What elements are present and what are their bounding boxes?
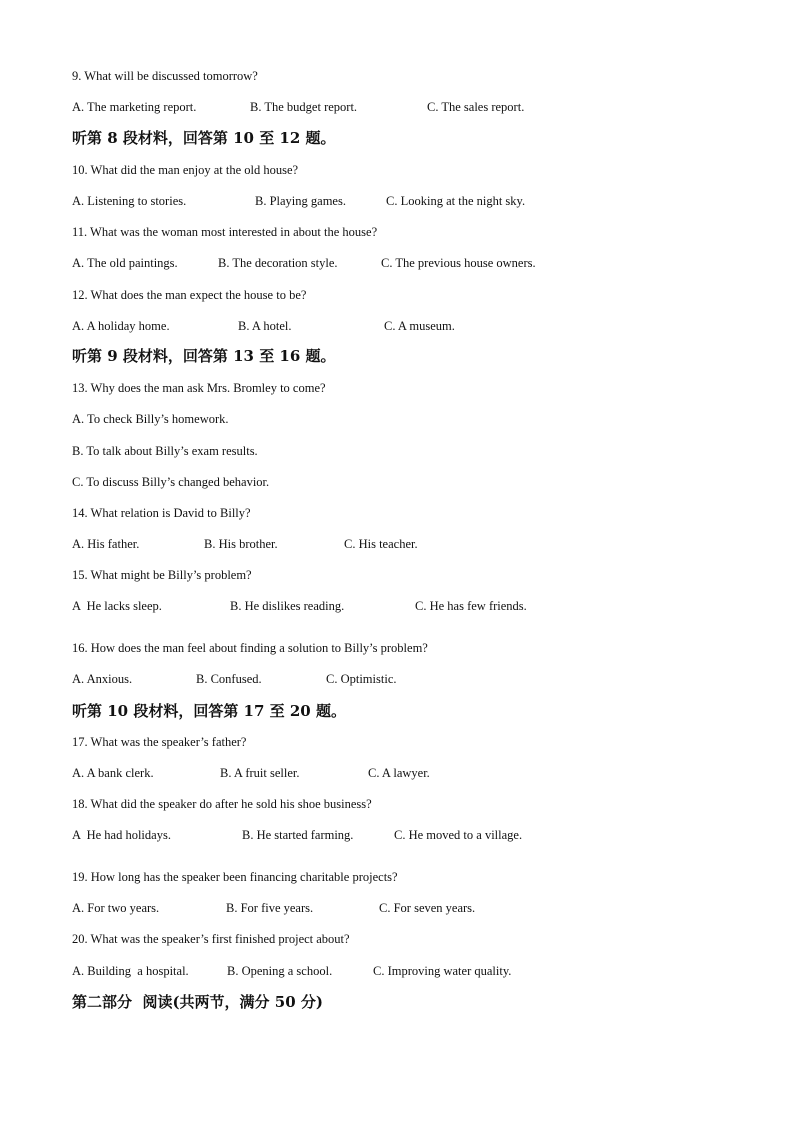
option-c: C. Improving water quality. [373,964,512,978]
option-b: B. Playing games. [255,194,346,208]
option-b: B. He dislikes reading. [230,599,345,613]
option-a: A. His father. [72,537,140,551]
option-a: A. The old paintings. [72,256,178,270]
question-10: 10. What did the man enjoy at the old house? [72,163,299,177]
option-c: C. Looking at the night sky. [386,194,526,208]
question-16: 16. How does the man feel about finding a solution to Billy’s problem? [72,641,428,655]
option-b: B. Opening a school. [227,964,333,978]
option-b: B. For five years. [226,901,314,915]
option-c: C. The previous house owners. [381,256,536,270]
option-a: A. Listening to stories. [72,194,187,208]
part-two-heading: 第二部分 阅读(共两节，满分 50 分) [72,993,323,1011]
option-a: A He lacks sleep. [72,599,162,613]
question-19: 19. How long has the speaker been financing charitable projects? [72,870,398,884]
option-a: A. A bank clerk. [72,766,154,780]
option-c: C. Optimistic. [326,672,397,686]
option-a: A. Building a hospital. [72,964,189,978]
section-heading-8: 听第 8 段材料，回答第 10 至 12 题。 [72,129,336,147]
option-c: C. The sales report. [427,100,525,114]
option-c: C. A lawyer. [368,766,430,780]
option-b: B. Confused. [196,672,262,686]
option-a: A. Anxious. [72,672,133,686]
question-9: 9. What will be discussed tomorrow? [72,69,258,83]
question-14: 14. What relation is David to Billy? [72,506,251,520]
section-heading-10: 听第 10 段材料，回答第 17 至 20 题。 [72,702,346,720]
option-b: B. The budget report. [250,100,358,114]
option-a: A. The marketing report. [72,100,197,114]
option-a: A. A holiday home. [72,319,170,333]
option-b: B. A hotel. [238,319,292,333]
question-17: 17. What was the speaker’s father? [72,735,247,749]
option-b: B. The decoration style. [218,256,338,270]
option-c: C. His teacher. [344,537,418,551]
question-11: 11. What was the woman most interested in about the house? [72,225,378,239]
option-c: C. To discuss Billy’s changed behavior. [72,475,270,489]
option-c: C. He moved to a village. [394,828,523,842]
option-a: A He had holidays. [72,828,171,842]
option-c: C. For seven years. [379,901,476,915]
option-a: A. To check Billy’s homework. [72,412,229,426]
option-b: B. A fruit seller. [220,766,300,780]
question-13: 13. Why does the man ask Mrs. Bromley to come? [72,381,326,395]
question-12: 12. What does the man expect the house to be? [72,288,307,302]
option-c: C. A museum. [384,319,455,333]
option-b: B. To talk about Billy’s exam results. [72,444,258,458]
option-a: A. For two years. [72,901,160,915]
option-c: C. He has few friends. [415,599,527,613]
question-20: 20. What was the speaker’s first finished project about? [72,932,350,946]
option-b: B. His brother. [204,537,278,551]
option-b: B. He started farming. [242,828,354,842]
question-15: 15. What might be Billy’s problem? [72,568,252,582]
section-heading-9: 听第 9 段材料，回答第 13 至 16 题。 [72,347,336,365]
question-18: 18. What did the speaker do after he sold his shoe business? [72,797,372,811]
